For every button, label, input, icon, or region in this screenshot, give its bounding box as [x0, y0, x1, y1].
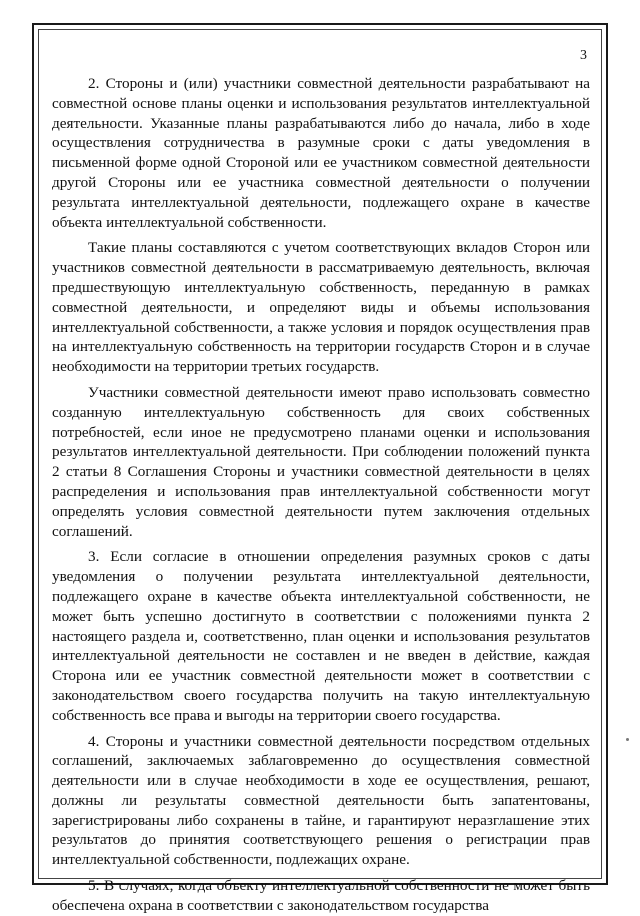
paragraph-participants: Участники совместной деятельности имеют право использовать совместно созданную интеллектуальную собственность для своих собственных потребностей, если иное не предусмотрено планами оценки и использования результатов интеллектуальной деятельности. При соблюдении положений пункта 2 статьи 8 Соглашения Стороны и участники совместной деятельности в целях распределения и использования прав интеллектуальной собственности могут определять условия совместной деятельности путем заключения отдельных соглашений.: [52, 383, 590, 540]
paragraph-plans: Такие планы составляются с учетом соответствующих вкладов Сторон или участников совместной деятельности в рассматриваемую деятельность, включая предшествующую интеллектуальную собственность, переданную в рамках совместной деятельности, и определяют виды и объемы использования интеллектуальной собственности, а также условия и порядок осуществления прав на интеллектуальную собственность на территории государств Сторон и в случае необходимости на территории третьих государств.: [52, 239, 590, 376]
paragraph-3: 3. Если согласие в отношении определения разумных сроков с даты уведомления о получении результата интеллектуальной деятельности, подлежащего охране в качестве объекта интеллектуальной собственности, не может быть успешно достигнуто в соответствии с положениями пункта 2 настоящего раздела и, соответственно, план оценки и использования результатов интеллектуальной деятельности не составлен и не введен в действие, каждая Сторона или ее участник совместной деятельности может в соответствии с законодательством своего государства получить на такую интеллектуальную собственность все права и выгоды на территории своего государства.: [52, 548, 590, 724]
document-body: [52, 74, 590, 914]
scan-speck: [626, 738, 629, 741]
paragraph-4: 4. Стороны и участники совместной деятельности посредством отдельных соглашений, заключаемых заблаговременно до осуществления совместной деятельности или в случае необходимости в ходе ее осуществления, решают, должны ли результаты совместной деятельности быть запатентованы, зарегистрированы либо сохранены в тайне, и гарантируют неразглашение этих результатов до принятия соответствующего решения о регистрации прав интеллектуальной собственности, подлежащих охране.: [52, 732, 590, 869]
paragraph-2: 2. Стороны и (или) участники совместной деятельности разрабатывают на совместной основе планы оценки и использования результатов интеллектуальной деятельности. Указанные планы разрабатываются либо до начала, либо в ходе осуществления сотрудничества в разумные сроки с даты уведомления в письменной форме одной Стороной или ее участником совместной деятельности другой Стороны или ее участника совместной деятельности о получении результата интеллектуальной деятельности, подлежащего охране в качестве объекта интеллектуальной собственности.: [52, 75, 590, 231]
page-number: 3: [580, 48, 587, 63]
paragraph-5: 5. В случаях, когда объекту интеллектуальной собственности не может быть обеспечена охрана в соответствии с законодательством государства: [52, 877, 590, 914]
